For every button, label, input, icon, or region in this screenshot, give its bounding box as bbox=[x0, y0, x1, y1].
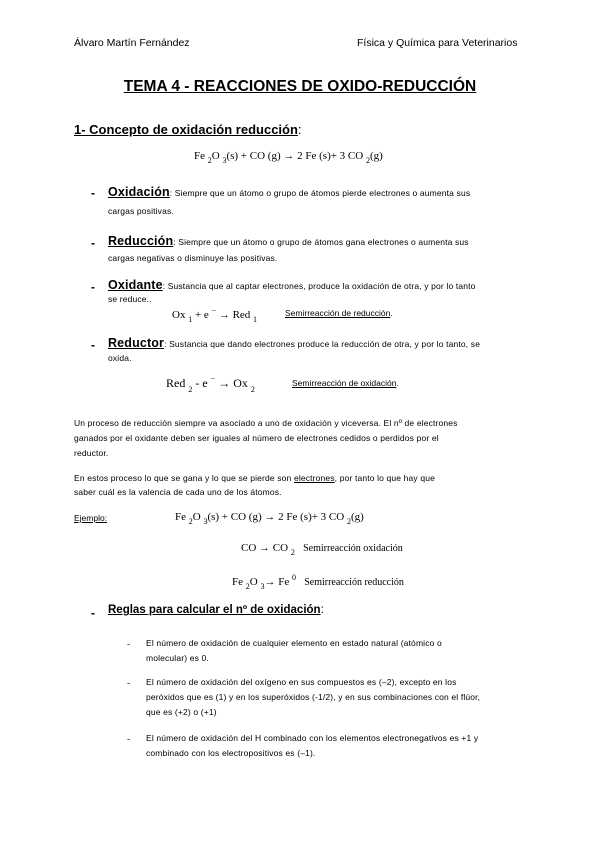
definition-reductor-line2: oxida. bbox=[108, 353, 132, 363]
semirreaccion-oxidacion-label: Semirreacción de oxidación. bbox=[292, 378, 399, 388]
term-oxidante: Oxidante bbox=[108, 278, 163, 292]
rule-bullet-3: - bbox=[127, 734, 130, 744]
paragraph-2-line2: saber cuál es la valencia de cada uno de los átomos. bbox=[74, 487, 282, 497]
term-reductor: Reductor bbox=[108, 336, 165, 350]
equation-reductor: Red $_2$ - e − → Ox $_2$ bbox=[166, 374, 255, 394]
paragraph-1-line1: Un proceso de reducción siempre va asociado a uno de oxidación y viceversa. El nº de electrones bbox=[74, 418, 458, 428]
term-oxidacion: Oxidación bbox=[108, 185, 170, 199]
dash-rules: - bbox=[91, 606, 95, 620]
section-heading bbox=[74, 122, 302, 137]
definition-reduccion: Reducción: Siempre que un átomo o grupo de átomos gana electrones o aumenta sus bbox=[108, 234, 469, 248]
paragraph-2-line1: En estos proceso lo que se gana y lo que se pierde son electrones, por tanto lo que hay que bbox=[74, 473, 435, 483]
rules-heading: Reglas para calcular el nº de oxidación: bbox=[108, 604, 324, 616]
rule-1-line1: El número de oxidación de cualquier elemento en estado natural (atómico o bbox=[146, 638, 442, 648]
rule-2-line3: que es (+2) o (+1) bbox=[146, 707, 217, 717]
header-course: Física y Química para Veterinarios bbox=[357, 37, 518, 49]
dash-reduccion: - bbox=[91, 236, 95, 250]
rule-3-line2: combinado con los electropositivos es (–1). bbox=[146, 748, 316, 758]
rule-2-line1: El número de oxidación del oxígeno en sus compuestos es (–2), excepto en los bbox=[146, 677, 457, 687]
definition-oxidante-line2: se reduce.. bbox=[108, 294, 152, 304]
example-label: Ejemplo: bbox=[74, 513, 108, 523]
page-title: TEMA 4 - REACCIONES DE OXIDO-REDUCCIÓN bbox=[123, 78, 477, 95]
semirreaccion-reduccion-label: Semirreacción de reducción. bbox=[285, 308, 393, 318]
rule-3-line1: El número de oxidación del H combinado con los elementos electronegativos es +1 y bbox=[146, 733, 479, 743]
paragraph-1-line2: ganados por el oxidante deben ser iguales al número de electrones cedidos o perdidos por el bbox=[74, 433, 439, 443]
dash-oxidacion: - bbox=[91, 186, 95, 200]
term-reduccion: Reducción bbox=[108, 234, 174, 248]
definition-reductor: Reductor: Sustancia que dando electrones produce la reducción de otra, y por lo tanto, se bbox=[108, 336, 481, 350]
example-equation-1: Fe $_2$O $_3$(s) + CO (g) → 2 Fe (s)+ 3 CO $_2$(g) bbox=[175, 511, 364, 526]
rule-bullet-2: - bbox=[127, 678, 130, 688]
electrones-link: electrones bbox=[293, 473, 335, 483]
example-equation-2: CO → CO $_2$ Semirreacción oxidación bbox=[241, 542, 403, 557]
paragraph-1-line3: reductor. bbox=[74, 448, 109, 458]
definition-oxidacion-line2: cargas positivas. bbox=[108, 206, 174, 216]
definition-reduccion-line2: cargas negativas o disminuye las positivas. bbox=[108, 253, 278, 263]
equation-oxidante: Ox $_1$ + e − → Red $_1$ bbox=[172, 306, 258, 324]
dash-oxidante: - bbox=[91, 280, 95, 294]
definition-oxidacion: Oxidación: Siempre que un átomo o grupo de átomos pierde electrones o aumenta sus bbox=[108, 185, 471, 199]
rule-2-line2: peróxidos que es (1) y en los superóxidos (-1/2), y en sus combinaciones con el flúor, bbox=[146, 692, 481, 702]
definition-oxidante: Oxidante: Sustancia que al captar electrones, produce la oxidación de otra, y por lo tanto bbox=[108, 278, 476, 292]
header-author: Álvaro Martín Fernández bbox=[74, 37, 190, 49]
section-heading-text: 1- Concepto de oxidación reducción bbox=[74, 122, 298, 137]
dash-reductor: - bbox=[91, 338, 95, 352]
rule-1-line2: molecular) es 0. bbox=[146, 653, 209, 663]
main-equation: Fe $_2$O $_3$(s) + CO (g) → 2 Fe (s)+ 3 CO $_2$(g) bbox=[194, 150, 383, 165]
section-heading-colon: : bbox=[297, 122, 302, 137]
example-equation-3: Fe $_2$O $_3$→ Fe $^0$ Semirreacción reducción bbox=[232, 573, 404, 591]
rule-bullet-1: - bbox=[127, 639, 130, 649]
